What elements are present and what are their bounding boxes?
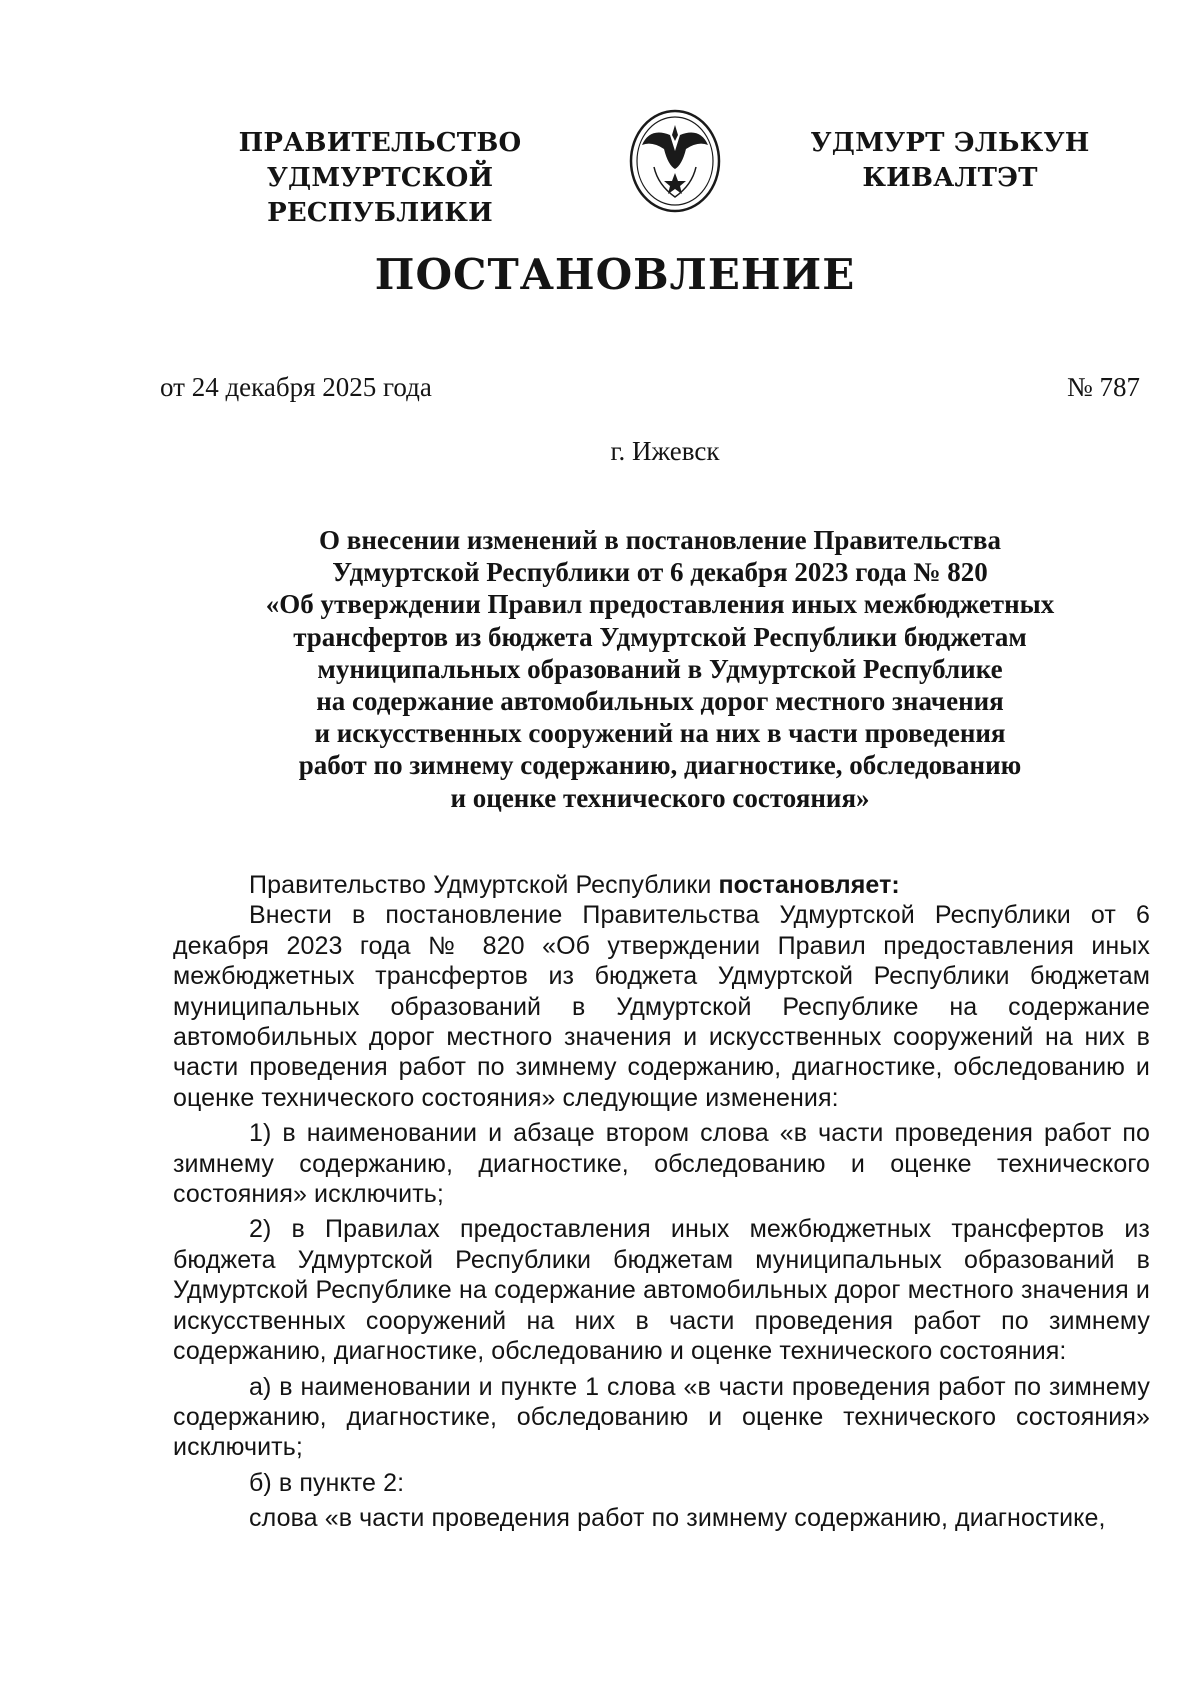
document-date: от 24 декабря 2025 года xyxy=(160,372,432,402)
list-item-b: б) в пункте 2: xyxy=(249,1468,405,1497)
issuer-russian xyxy=(150,126,610,231)
document-number: № 787 xyxy=(1066,372,1140,402)
issuer-udmurt-line2: КИВАЛТЭТ xyxy=(862,163,1038,193)
list-item-2: 2) в Правилах предоставления иных межбюджетных трансфертов из бюджета Удмуртской Республики бюджетам муниципальных образований в Удмуртской Республике на содержание автомобильных дорог местного значения и искусственных сооружений на них в части проведения работ по зимнему содержанию, диагностике, обследованию и оценке технического состояния: xyxy=(173,1215,1150,1366)
issuer-russian-line1: ПРАВИТЕЛЬСТВО xyxy=(238,128,522,158)
paragraph-main: Внести в постановление Правительства Удмуртской Республики от 6 декабря 2023 года № 820 «Об утверждении Правил предоставления иных межбюджетных трансфертов из бюджета Удмуртской Республики бюджетам муниципальных образований в Удмуртской Республике на содержание автомобильных дорог местного значения и искусственных сооружений на них в части проведения работ по зимнему содержанию, диагностике, обследованию и оценке технического состояния» следующие изменения: xyxy=(173,901,1150,1112)
issuer-russian-line2: УДМУРТСКОЙ РЕСПУБЛИКИ xyxy=(266,163,494,228)
issuer-udmurt xyxy=(790,126,1110,196)
subject-line: Удмуртской Республики от 6 декабря 2023 года № 820 xyxy=(332,557,988,588)
paragraph-last: слова «в части проведения работ по зимнему содержанию, диагностике, xyxy=(249,1504,1106,1533)
document-city: г. Ижевск xyxy=(610,436,720,466)
intro-verb: постановляет: xyxy=(718,871,900,899)
subject-line: О внесении изменений в постановление Правительства xyxy=(319,525,1001,555)
intro-paragraph xyxy=(173,870,1150,900)
subject-line: муниципальных образований в Удмуртской Республике xyxy=(317,653,1003,684)
subject-line: «Об утверждении Правил предоставления иных межбюджетных xyxy=(265,589,1055,620)
subject-line: и искусственных сооружений на них в части проведения xyxy=(314,718,1006,749)
document-body xyxy=(173,870,1150,1534)
list-item-1: 1) в наименовании и абзаце втором слова «в части проведения работ по зимнему содержанию, диагностике, обследованию и оценке технического состояния» исключить; xyxy=(173,1119,1150,1209)
subject-line: на содержание автомобильных дорог местного значения xyxy=(316,686,1004,717)
date-number-line xyxy=(160,372,1140,404)
subject-line: работ по зимнему содержанию, диагностике, обследованию xyxy=(298,750,1022,781)
subject-line: и оценке технического состояния» xyxy=(450,782,870,813)
document-subject xyxy=(180,524,1140,814)
issuer-udmurt-line1: УДМУРТ ЭЛЬКУН xyxy=(810,128,1090,158)
intro-text: Правительство Удмуртской Республики xyxy=(249,871,719,899)
udmurt-coat-of-arms-icon xyxy=(620,105,730,215)
document-title: ПОСТАНОВЛЕНИЕ xyxy=(374,250,856,299)
list-item-a: а) в наименовании и пункте 1 слова «в части проведения работ по зимнему содержанию, диагностике, обследованию и оценке технического состояния» исключить; xyxy=(173,1372,1150,1462)
subject-line: трансфертов из бюджета Удмуртской Республики бюджетам xyxy=(293,621,1027,652)
